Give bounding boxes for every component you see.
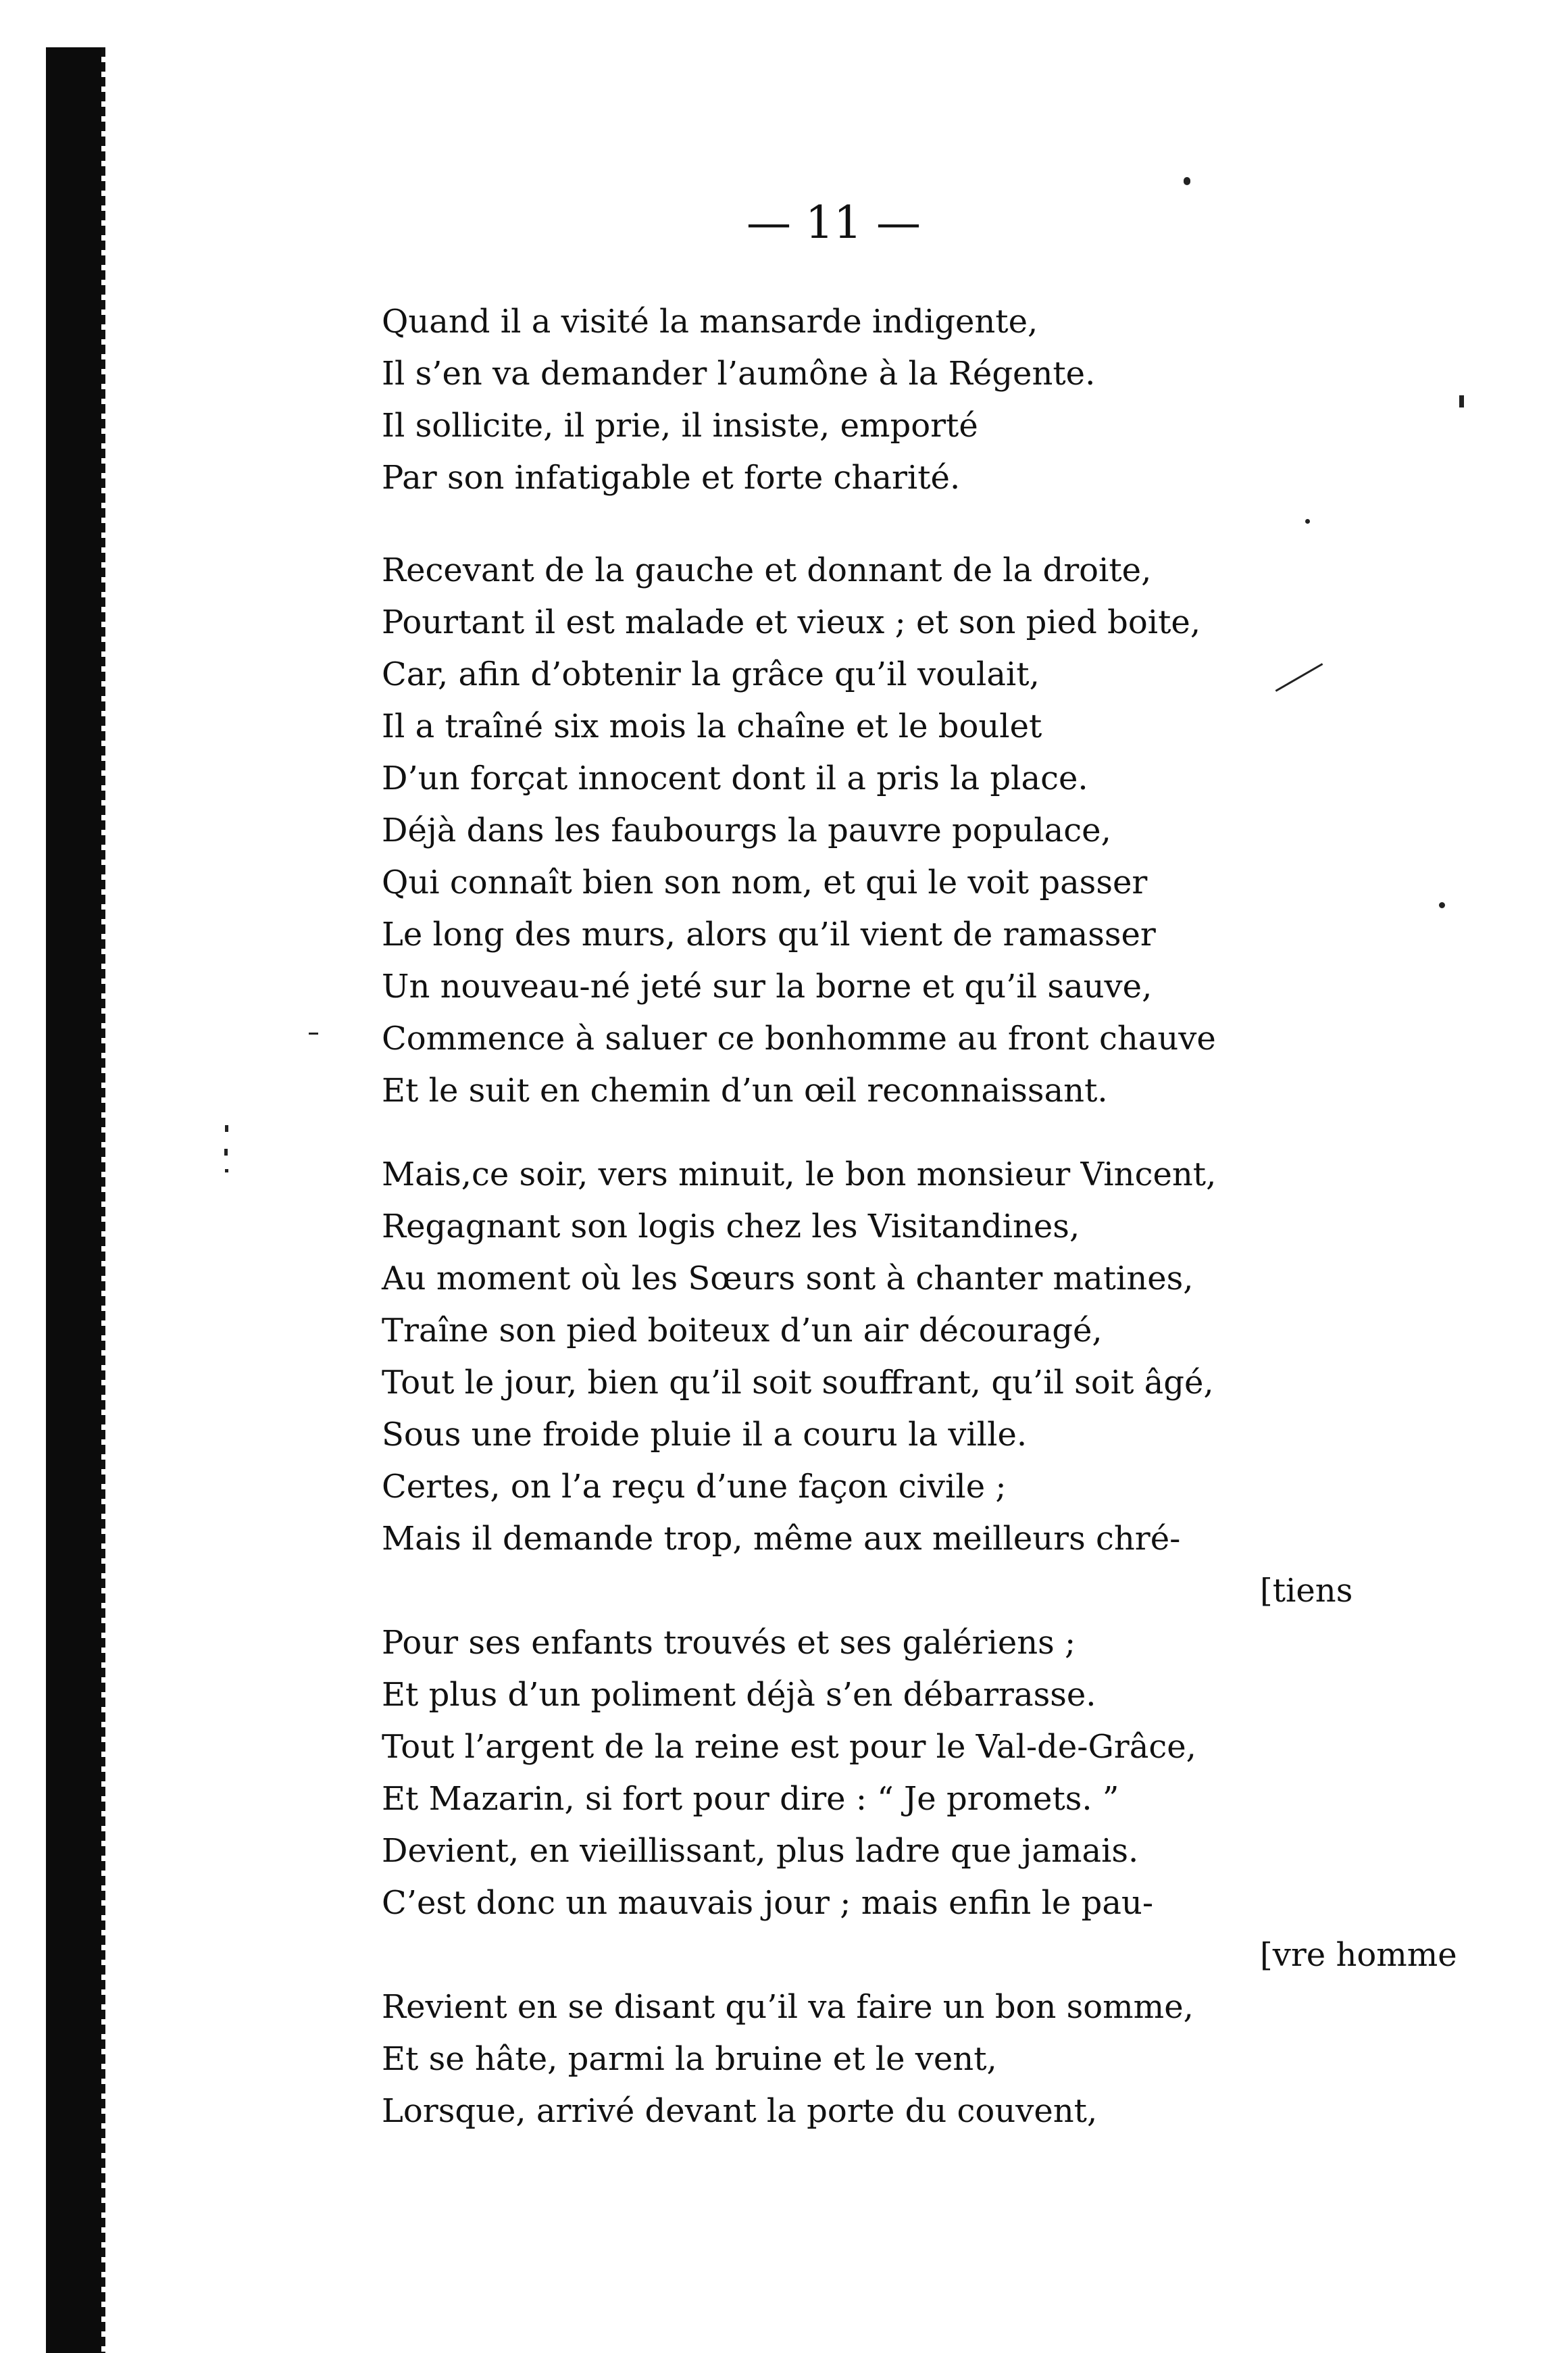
- ink-speck: [225, 1169, 228, 1172]
- verse-line: Un nouveau-né jeté sur la borne et qu’il sauve,: [382, 968, 1153, 1006]
- verse-line: Traîne son pied boiteux d’un air découragé,: [382, 1312, 1103, 1349]
- verse-continuation: [tiens: [1260, 1572, 1353, 1610]
- verse-line: Lorsque, arrivé devant la porte du couvent,: [382, 2092, 1098, 2130]
- verse-line: Au moment où les Sœurs sont à chanter matines,: [382, 1260, 1194, 1297]
- ink-speck: [1184, 177, 1190, 185]
- verse-line: Regagnant son logis chez les Visitandines,: [382, 1208, 1080, 1245]
- verse-line: Et se hâte, parmi la bruine et le vent,: [382, 2040, 997, 2078]
- verse-line: Recevant de la gauche et donnant de la droite,: [382, 551, 1152, 589]
- binding-edge: [46, 47, 101, 2353]
- verse-line: Tout l’argent de la reine est pour le Val-de-Grâce,: [382, 1728, 1196, 1766]
- verse-line: Pourtant il est malade et vieux ; et son pied boite,: [382, 603, 1201, 641]
- verse-line: Tout le jour, bien qu’il soit souffrant, qu’il soit âgé,: [382, 1364, 1214, 1402]
- ink-speck: [1275, 663, 1323, 692]
- verse-line: D’un forçat innocent dont il a pris la place.: [382, 760, 1088, 797]
- verse-line: Qui connaît bien son nom, et qui le voit passer: [382, 864, 1148, 901]
- verse-continuation: [vre homme: [1260, 1936, 1457, 1974]
- verse-line: Car, afin d’obtenir la grâce qu’il voulait,: [382, 655, 1040, 693]
- verse-line: Mais,ce soir, vers minuit, le bon monsieur Vincent,: [382, 1156, 1217, 1193]
- ink-speck: [1439, 902, 1445, 908]
- verse-line: Commence à saluer ce bonhomme au front chauve: [382, 1020, 1216, 1058]
- stanza: [382, 545, 1216, 1117]
- verse-line: Revient en se disant qu’il va faire un bon somme,: [382, 1988, 1194, 2026]
- verse-line: Déjà dans les faubourgs la pauvre populace,: [382, 812, 1111, 849]
- verse-line: Quand il a visité la mansarde indigente,: [382, 303, 1038, 341]
- ink-speck: [224, 1149, 228, 1156]
- verse-line: Devient, en vieillissant, plus ladre que jamais.: [382, 1832, 1139, 1870]
- verse-line: Sous une froide pluie il a couru la ville.: [382, 1416, 1028, 1454]
- verse-line: Mais il demande trop, même aux meilleurs chré-: [382, 1520, 1181, 1558]
- verse-line: Pour ses enfants trouvés et ses galériens ;: [382, 1624, 1076, 1662]
- page-number: — 11 —: [747, 197, 921, 249]
- verse-line: C’est donc un mauvais jour ; mais enfin le pau-: [382, 1884, 1154, 1922]
- verse-line: Par son infatigable et forte charité.: [382, 459, 961, 497]
- verse-line: Certes, on l’a reçu d’une façon civile ;: [382, 1468, 1007, 1506]
- ink-speck: [309, 1033, 318, 1035]
- stanza: [382, 1149, 1457, 2137]
- verse-line: Et Mazarin, si fort pour dire : “ Je promets. ”: [382, 1780, 1119, 1818]
- verse-line: Il sollicite, il prie, il insiste, emporté: [382, 407, 978, 445]
- ink-speck: [1459, 395, 1464, 407]
- verse-line: Et plus d’un poliment déjà s’en débarrasse.: [382, 1676, 1096, 1714]
- ink-speck: [1305, 519, 1310, 524]
- verse-line: Il a traîné six mois la chaîne et le boulet: [382, 708, 1042, 745]
- verse-line: Le long des murs, alors qu’il vient de ramasser: [382, 916, 1156, 953]
- stanza: [382, 296, 1095, 504]
- verse-line: Il s’en va demander l’aumône à la Régente.: [382, 355, 1096, 393]
- ink-speck: [225, 1125, 228, 1132]
- verse-line: Et le suit en chemin d’un œil reconnaissant.: [382, 1072, 1108, 1110]
